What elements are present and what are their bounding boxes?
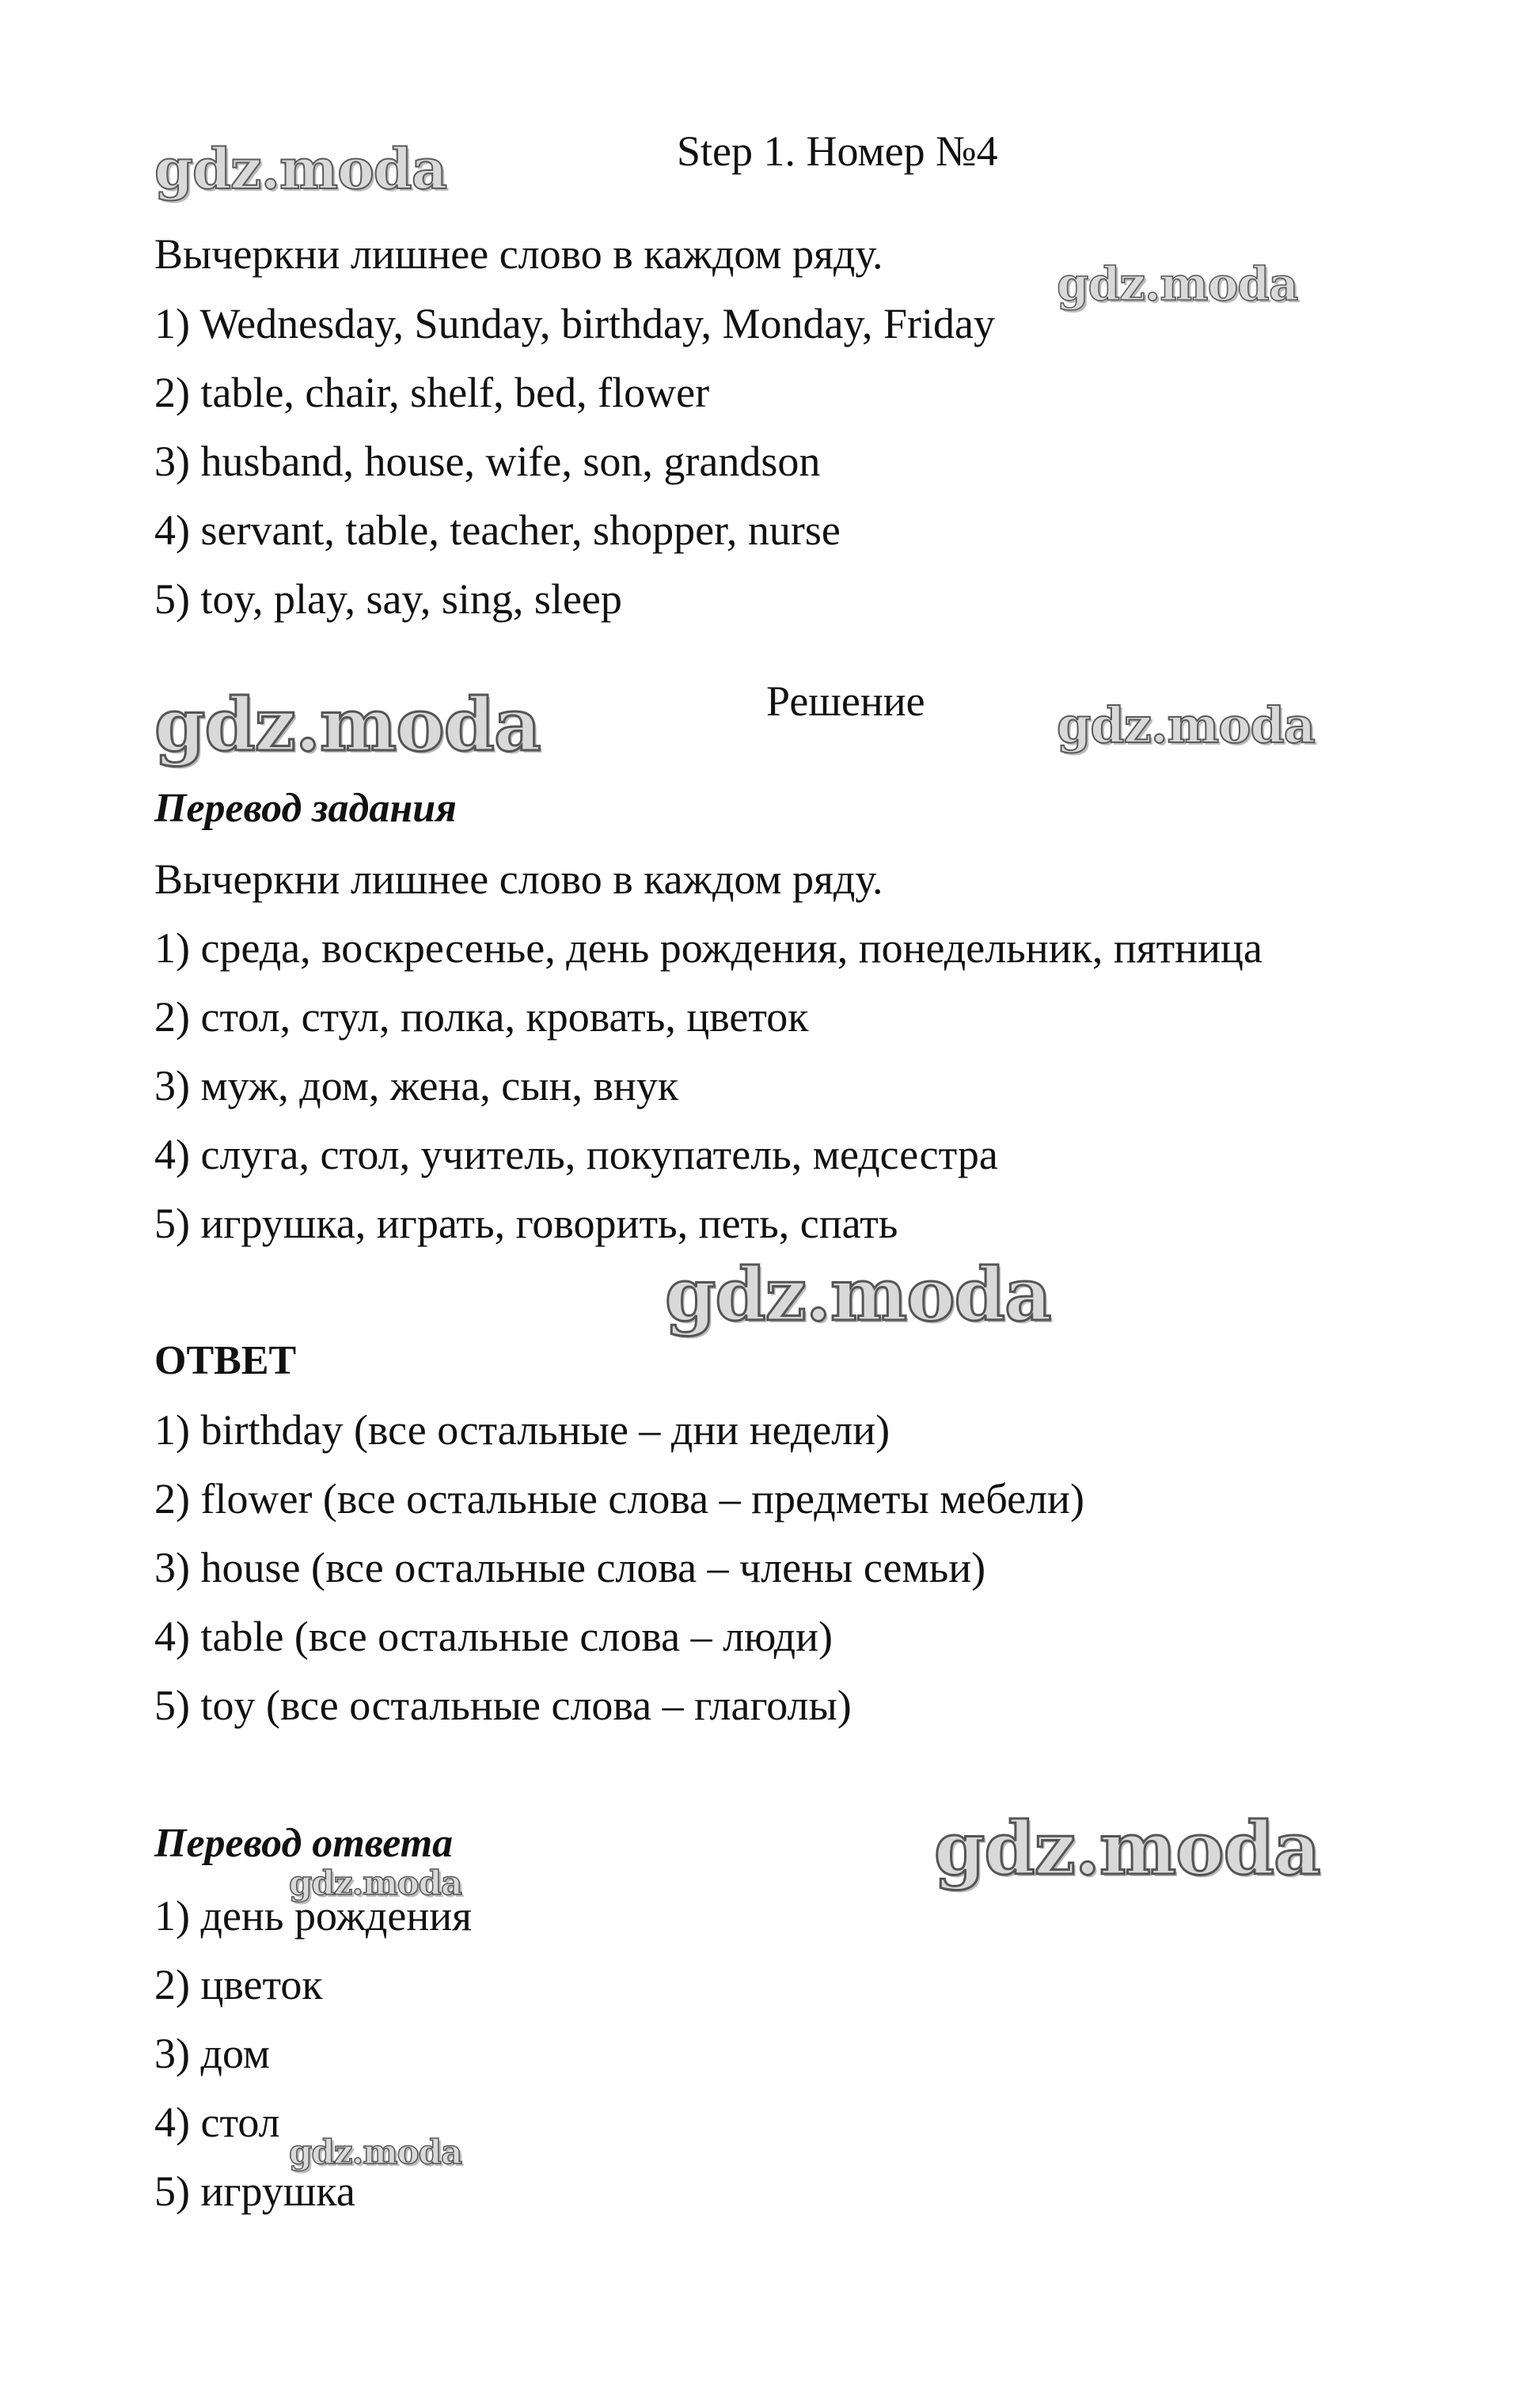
- answer-heading: ОТВЕТ: [154, 1338, 297, 1383]
- section-heading: Перевод задания: [154, 786, 457, 831]
- answer-item: 4) table (все остальные слова – люди): [154, 1613, 833, 1660]
- translation-item: 4) слуга, стол, учитель, покупатель, медсестра: [154, 1131, 998, 1178]
- watermark-logo: gdz.moda: [1057, 696, 1315, 754]
- answer-item: 5) toy (все остальные слова – глаголы): [154, 1682, 852, 1729]
- task-instruction: Вычеркни лишнее слово в каждом ряду.: [154, 230, 883, 278]
- watermark-logo: gdz.moda: [665, 1252, 1051, 1337]
- translation-instruction: Вычеркни лишнее слово в каждом ряду.: [154, 855, 883, 903]
- watermark-logo: gdz.moda: [934, 1806, 1320, 1891]
- translation-answer-item: 4) стол: [154, 2099, 280, 2146]
- translation-answer-item: 2) цветок: [154, 1961, 323, 2008]
- translation-item: 5) игрушка, играть, говорить, петь, спать: [154, 1200, 898, 1247]
- translation-item: 2) стол, стул, полка, кровать, цветок: [154, 993, 809, 1041]
- answer-item: 3) house (все остальные слова – члены семьи): [154, 1544, 986, 1591]
- translation-answer-item: 3) дом: [154, 2030, 271, 2077]
- translation-answer-item: 1) день рождения: [154, 1892, 472, 1940]
- task-item: 3) husband, house, wife, son, grandson: [154, 438, 821, 485]
- watermark-logo: gdz.moda: [154, 136, 447, 202]
- task-item: 1) Wednesday, Sunday, birthday, Monday, Friday: [154, 300, 995, 347]
- answer-item: 1) birthday (все остальные – дни недели): [154, 1406, 890, 1454]
- watermark-logo: gdz.moda: [154, 682, 541, 768]
- watermark-logo: gdz.moda: [289, 2133, 462, 2171]
- task-item: 2) table, chair, shelf, bed, flower: [154, 369, 710, 416]
- translation-item: 3) муж, дом, жена, сын, внук: [154, 1062, 679, 1109]
- watermark-logo: gdz.moda: [1057, 257, 1298, 311]
- page-title: Step 1. Номер №4: [677, 127, 998, 175]
- section-heading: Перевод ответа: [154, 1821, 454, 1866]
- answer-item: 2) flower (все остальные слова – предметы мебели): [154, 1475, 1084, 1523]
- task-item: 5) toy, play, say, sing, sleep: [154, 575, 622, 623]
- watermark-logo: gdz.moda: [289, 1864, 462, 1902]
- solution-label: Решение: [766, 677, 925, 725]
- task-item: 4) servant, table, teacher, shopper, nurse: [154, 506, 841, 554]
- translation-answer-item: 5) игрушка: [154, 2167, 355, 2215]
- translation-item: 1) среда, воскресенье, день рождения, понедельник, пятница: [154, 924, 1263, 972]
